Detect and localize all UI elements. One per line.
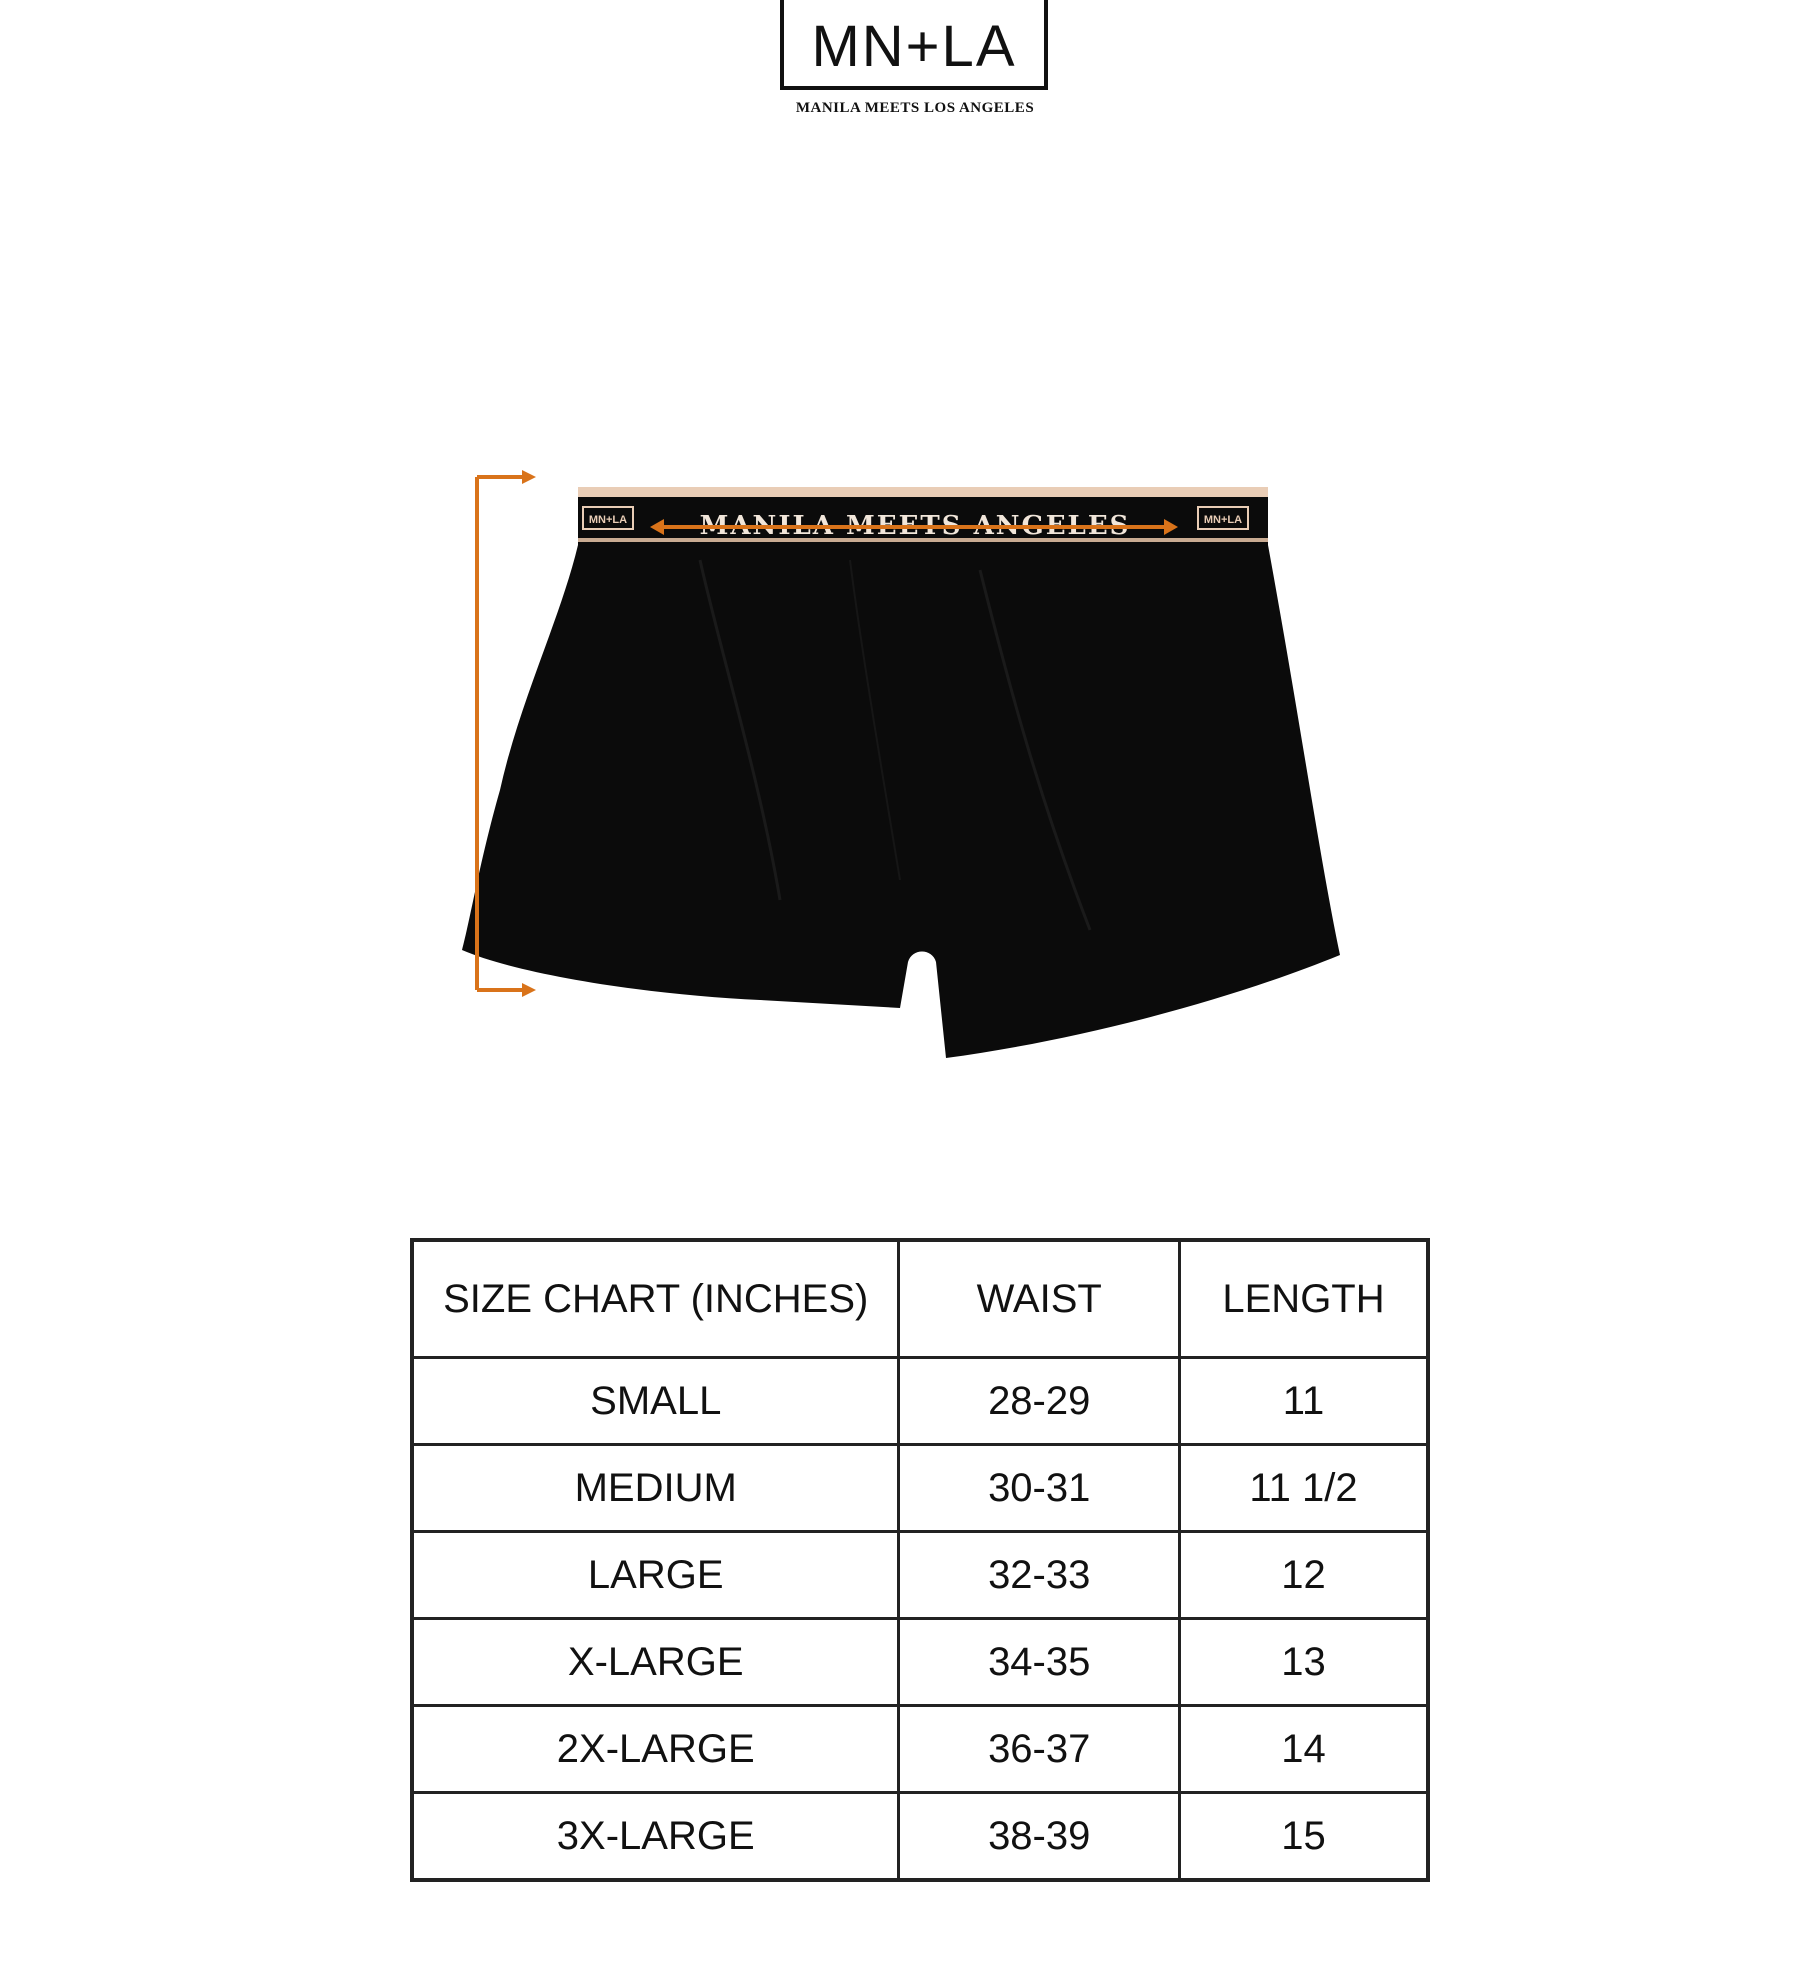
table-row	[412, 1445, 1428, 1532]
waist-value: 36-37	[899, 1706, 1180, 1793]
length-value: 14	[1180, 1706, 1429, 1793]
table-row	[412, 1619, 1428, 1706]
waistband-tag-right-text: MN+LA	[1203, 514, 1243, 526]
waistband-lettering: MANILA MEETS ANGELES	[699, 511, 1131, 541]
size-chart-table	[410, 1238, 1430, 1882]
size-label: 3X-LARGE	[412, 1793, 899, 1881]
waist-value: 32-33	[899, 1532, 1180, 1619]
waist-value: 34-35	[899, 1619, 1180, 1706]
table-row	[412, 1793, 1428, 1881]
size-label: SMALL	[412, 1358, 899, 1445]
table-row	[412, 1358, 1428, 1445]
header-length: LENGTH	[1180, 1240, 1429, 1358]
size-label: MEDIUM	[412, 1445, 899, 1532]
table-row	[412, 1532, 1428, 1619]
logo-tagline: MANILA MEETS LOS ANGELES	[795, 100, 1035, 116]
waist-value: 30-31	[899, 1445, 1180, 1532]
table-header-row	[412, 1240, 1428, 1358]
waistband-trim-top	[578, 487, 1268, 497]
length-value: 13	[1180, 1619, 1429, 1706]
header-size-chart: SIZE CHART (INCHES)	[412, 1240, 899, 1358]
logo-mark: MN+LA	[780, 0, 1048, 90]
length-value: 12	[1180, 1532, 1429, 1619]
boxer-shorts-body	[462, 545, 1340, 1058]
table-row	[412, 1706, 1428, 1793]
size-label: LARGE	[412, 1532, 899, 1619]
size-label: 2X-LARGE	[412, 1706, 899, 1793]
waist-value: 28-29	[899, 1358, 1180, 1445]
waist-value: 38-39	[899, 1793, 1180, 1881]
length-value: 11	[1180, 1358, 1429, 1445]
length-value: 15	[1180, 1793, 1429, 1881]
waistband-tag-left-text: MN+LA	[588, 514, 628, 526]
length-value: 11 1/2	[1180, 1445, 1429, 1532]
size-label: X-LARGE	[412, 1619, 899, 1706]
header-waist: WAIST	[899, 1240, 1180, 1358]
